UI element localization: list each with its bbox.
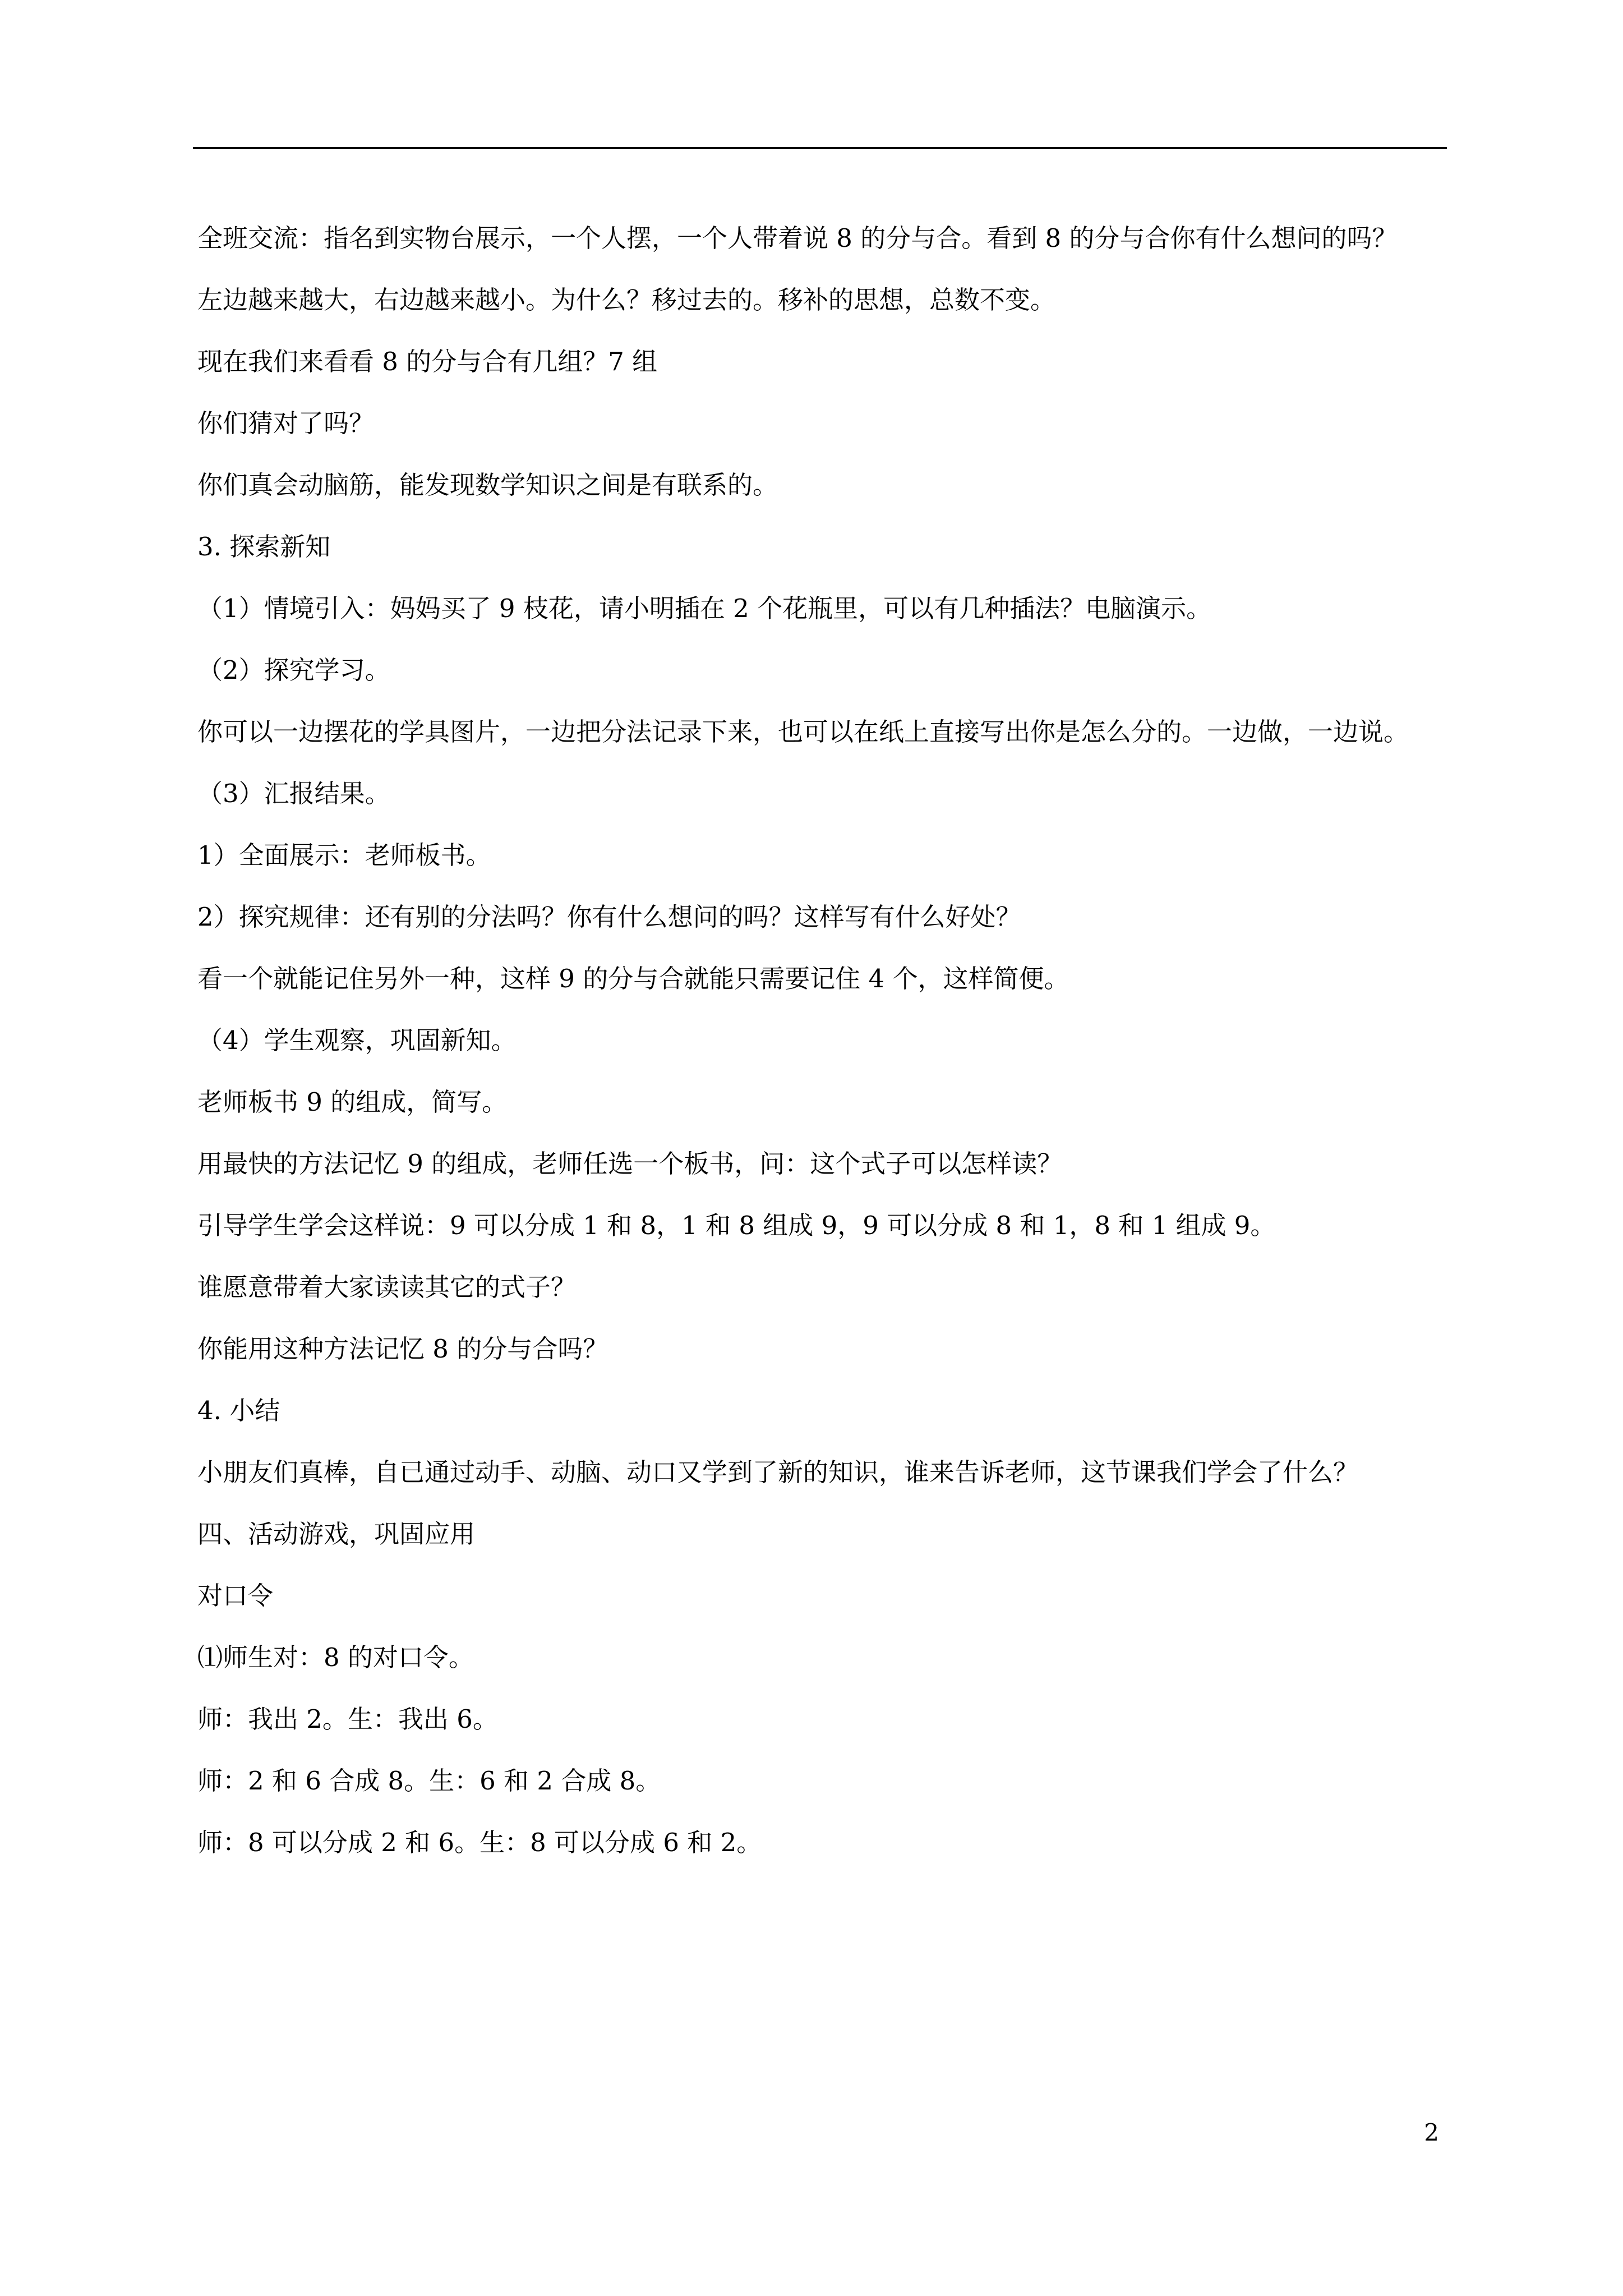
paragraph: 你们真会动脑筋，能发现数学知识之间是有联系的。: [197, 470, 778, 500]
paragraph: 对口令: [197, 1581, 274, 1611]
paragraph: 4. 小结: [197, 1396, 280, 1425]
paragraph: （2）探究学习。: [197, 655, 390, 685]
paragraph: 师：2 和 6 合成 8。生：6 和 2 合成 8。: [197, 1766, 661, 1796]
paragraph: ⑴师生对：8 的对口令。: [197, 1642, 474, 1672]
paragraph: 老师板书 9 的组成，简写。: [197, 1087, 508, 1117]
paragraph: 师：我出 2。生：我出 6。: [197, 1704, 498, 1734]
paragraph: 小朋友们真棒，自已通过动手、动脑、动口又学到了新的知识，谁来告诉老师，这节课我们学会了什么？: [197, 1457, 1359, 1487]
paragraph: 左边越来越大，右边越来越小。为什么？移过去的。移补的思想，总数不变。: [197, 285, 1056, 315]
paragraph: （4）学生观察，巩固新知。: [197, 1025, 517, 1055]
paragraph: 1）全面展示：老师板书。: [197, 840, 491, 870]
paragraph: 引导学生学会这样说：9 可以分成 1 和 8，1 和 8 组成 9，9 可以分成 8 和 1，8 和 1 组成 9。: [197, 1211, 1276, 1240]
paragraph: 2）探究规律：还有别的分法吗？你有什么想问的吗？这样写有什么好处？: [197, 902, 1021, 932]
paragraph: 看一个就能记住另外一种，这样 9 的分与合就能只需要记住 4 个，这样简便。: [197, 964, 1069, 993]
paragraph: 你可以一边摆花的学具图片，一边把分法记录下来，也可以在纸上直接写出你是怎么分的。一边做，一边说。: [197, 717, 1409, 747]
document-body: [197, 208, 1449, 2182]
paragraph: 你们猜对了吗？: [197, 408, 375, 438]
paragraph: 四、活动游戏，巩固应用: [197, 1519, 476, 1549]
paragraph: 师：8 可以分成 2 和 6。生：8 可以分成 6 和 2。: [197, 1828, 762, 1857]
paragraph: 你能用这种方法记忆 8 的分与合吗？: [197, 1334, 608, 1364]
paragraph: 现在我们来看看 8 的分与合有几组？7 组: [197, 347, 658, 376]
page-number: 2: [1424, 2119, 1439, 2146]
paragraph: 3. 探索新知: [197, 532, 331, 562]
paragraph: （1）情境引入：妈妈买了 9 枝花，请小明插在 2 个花瓶里，可以有几种插法？电脑演示。: [197, 593, 1212, 623]
paragraph: （3）汇报结果。: [197, 779, 390, 808]
header-rule: [193, 147, 1447, 149]
paragraph: 用最快的方法记忆 9 的组成，老师任选一个板书，问：这个式子可以怎样读？: [197, 1149, 1063, 1179]
paragraph: 全班交流：指名到实物台展示，一个人摆，一个人带着说 8 的分与合。看到 8 的分与合你有什么想问的吗？: [197, 223, 1398, 253]
paragraph: 谁愿意带着大家读读其它的式子？: [197, 1272, 577, 1302]
